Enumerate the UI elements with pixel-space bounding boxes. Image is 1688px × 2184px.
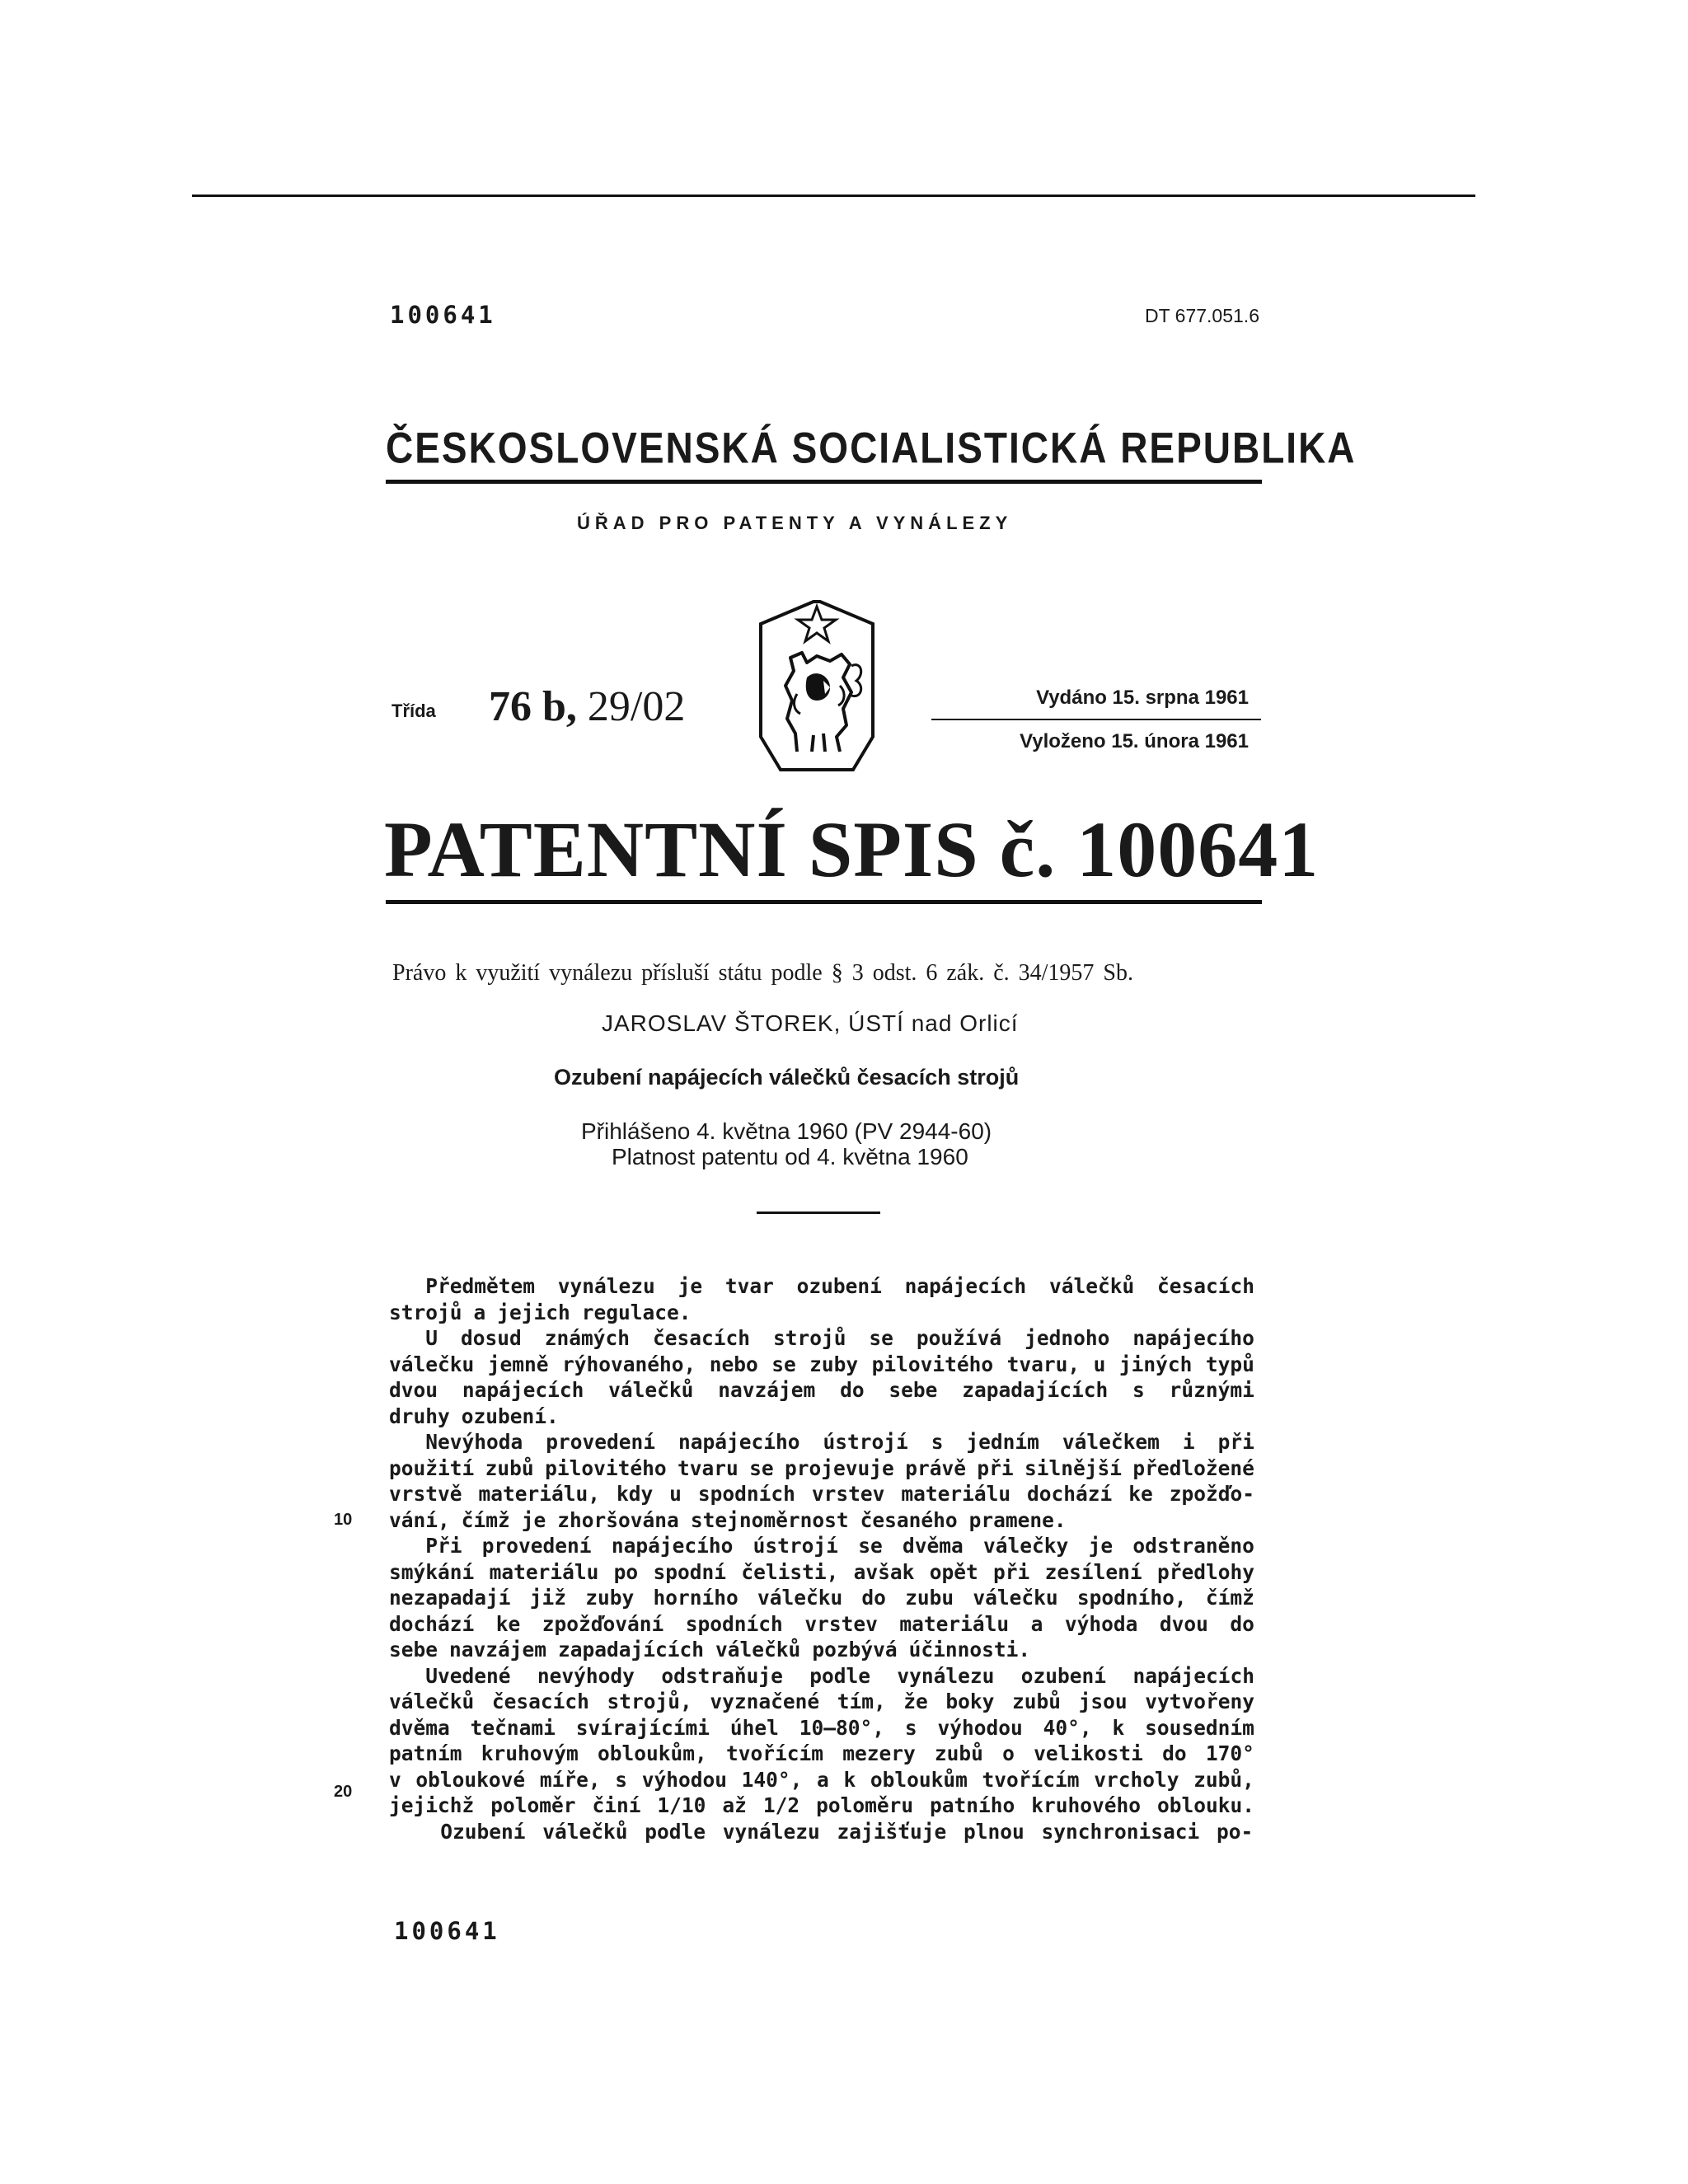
body-word: válečků [608,1378,694,1402]
body-word: o [1002,1741,1015,1765]
body-word: navzájem [449,1638,547,1661]
body-word: česaného [860,1507,958,1532]
body-word: ke [1128,1482,1153,1506]
body-word: patního [930,1793,1015,1817]
body-word: zpožďování [542,1611,664,1636]
body-word: 10—80°, [799,1715,885,1740]
patent-title: PATENTNÍ SPIS č. 100641 [384,805,1320,893]
class-label: Třída [392,701,436,721]
body-word: dochází [1027,1482,1113,1506]
body-line [389,1559,1254,1586]
body-word: zuby [809,1352,859,1376]
body-word: válečků [1048,1274,1135,1298]
invention-title: Ozubení napájecích válečků česacích strojů [554,1065,1020,1090]
body-word: činí [592,1793,641,1817]
body-word: tvořícím [982,1767,1080,1792]
body-line [389,1455,1254,1482]
body-word: patním [389,1741,462,1765]
body-word: obloukové [415,1767,526,1792]
body-word: do [1162,1741,1187,1765]
body-word: ozubení. [461,1404,559,1428]
body-word: vytvořeny [1145,1690,1254,1713]
title-rule [386,900,1262,904]
body-word: typů [1205,1352,1254,1376]
body-word: vyznačené [710,1690,820,1713]
body-word: válečku [973,1586,1058,1610]
body-word: účinnosti. [908,1638,1031,1661]
body-word: strojů [772,1326,846,1350]
body-word: kruhovým [481,1741,579,1765]
body-word: pilovitého [545,1455,667,1480]
body-word: výhodou [641,1767,727,1792]
body-word: nevýhody [537,1663,635,1688]
body-line [389,1715,1254,1741]
body-word: jsou [1078,1690,1128,1713]
body-line [389,1793,1254,1819]
body-word: válečku [389,1352,475,1376]
body-word: materiálu [901,1482,1011,1506]
body-word: válečků [715,1638,801,1661]
doc-number-footer: 100641 [394,1917,500,1945]
body-word: podle [809,1663,870,1688]
body-word: je [1088,1534,1114,1558]
body-word: zesílení [1044,1559,1142,1584]
body-word: 1/10 [657,1793,706,1817]
body-word: s [615,1767,628,1792]
body-word: zapadajících [962,1378,1109,1402]
body-word: česacích [491,1690,589,1713]
body-line [389,1273,1254,1300]
body-word: strojů, [607,1690,692,1713]
body-word: tím, [837,1690,886,1713]
body-word: velikosti [1034,1741,1143,1765]
body-word: Předmětem [389,1274,536,1298]
body-word: právě [905,1455,966,1480]
body-word: sousedním [1145,1715,1254,1740]
body-word: pilovitého [871,1352,994,1376]
body-word: vrstvě [389,1482,462,1506]
body-word: tvaru, [1006,1352,1081,1376]
body-word: výhodou [937,1715,1023,1740]
body-word: tvaru [677,1455,738,1480]
body-word: vynálezu [897,1663,995,1688]
body-word: jejichž [389,1793,475,1817]
doc-number-top: 100641 [390,301,496,329]
body-word: obloukům [870,1767,968,1792]
body-word: jemně [487,1352,549,1376]
body-word: válečku [757,1586,843,1610]
body-word: i [1182,1430,1195,1454]
body-word: po [613,1559,639,1584]
body-line [389,1767,1254,1793]
issue-date: Vydáno 15. srpna 1961 [1036,687,1249,709]
body-word: čímž [461,1507,510,1532]
body-word: smýkání [389,1559,475,1584]
body-line [389,1611,1254,1638]
body-word: při [1217,1430,1254,1454]
body-word: spodních [685,1611,783,1636]
body-word: provedení [481,1534,592,1558]
body-word: s [931,1430,944,1454]
body-word: pramene. [968,1507,1067,1532]
body-word: s [1132,1378,1145,1402]
body-word: vynálezu [557,1274,655,1298]
dates-divider [931,719,1261,720]
body-word: 140°, [741,1767,803,1792]
inventor: JAROSLAV ŠTOREK, ÚSTÍ nad Orlicí [602,1010,1019,1036]
body-word: 40°, [1043,1715,1092,1740]
body-word: poloměr [490,1793,576,1817]
rights-statement: Právo k využití vynálezu přísluší státu podle § 3 odst. 6 zák. č. 34/1957 Sb. [392,960,1134,986]
body-word: spodního, [1076,1586,1187,1610]
body-word: ústrojí [753,1534,838,1558]
body-word: rýhovaného, [561,1352,696,1376]
body-line [389,1637,1254,1663]
body-word: zpožďo- [1169,1482,1254,1506]
body-word: jejich [497,1300,570,1324]
body-word: a [1030,1611,1043,1636]
body-word: válečky [983,1534,1069,1558]
line-number-marker: 20 [334,1783,353,1801]
body-word: zubů [1012,1690,1062,1713]
office-heading: ÚŘAD PRO PATENTY A VYNÁLEZY [577,513,1013,533]
body-word: stejnoměrnost [690,1507,849,1532]
body-word: až [722,1793,747,1817]
body-word: U [389,1326,438,1350]
body-word: spodní [653,1559,726,1584]
body-word: boky [945,1690,995,1713]
body-word: použití [389,1455,475,1480]
body-word: mezery [842,1741,916,1765]
body-line [389,1533,1254,1559]
body-word: provedení [546,1430,655,1454]
body-word: válečků [389,1690,475,1713]
body-word: napájecího [678,1430,800,1454]
body-line [389,1741,1254,1767]
body-word: míře, [539,1767,601,1792]
body-word: jiných [1118,1352,1193,1376]
body-word: Uvedené [389,1663,511,1688]
body-word: česacích [1156,1274,1254,1298]
body-line [389,1377,1254,1404]
body-word: čelisti, [741,1559,839,1584]
body-word: zuby [585,1586,635,1610]
body-word: zapadajících [558,1638,705,1661]
body-word: materiálu [899,1611,1010,1636]
body-word: již [529,1586,566,1610]
body-line [389,1404,1254,1430]
body-word: v [389,1767,401,1792]
body-word: zubů, [1193,1767,1254,1792]
body-word: sebe [889,1378,938,1402]
body-word: napájecích [462,1378,584,1402]
body-word: válečkem [1062,1430,1160,1454]
body-word: dvěma [389,1715,450,1740]
body-word: různými [1169,1378,1254,1402]
state-emblem-icon [754,595,879,776]
body-word: vrstev [811,1482,885,1506]
body-word: nebo [709,1352,758,1376]
body-word: navzájem [718,1378,816,1402]
line-number-marker: 10 [334,1511,353,1529]
body-word: vrstev [804,1611,878,1636]
body-word: čímž [1205,1586,1254,1610]
body-word: úhel [729,1715,779,1740]
body-word: zhoršována [557,1507,679,1532]
body-line [389,1507,1254,1534]
body-word: svírajícími [575,1715,710,1740]
body-word: avšak [853,1559,915,1584]
body-word: se [749,1455,774,1480]
section-separator [757,1212,880,1214]
body-word: Nevýhoda [389,1430,523,1454]
body-word: materiálu [489,1559,599,1584]
body-word: jednoho [1025,1326,1110,1350]
body-word: ke [495,1611,521,1636]
body-word: nezapadají [389,1586,511,1610]
body-line [389,1325,1254,1352]
class-value-sub: 29/02 [576,683,686,730]
laid-open-date: Vyloženo 15. února 1961 [1020,730,1249,752]
body-word: při [977,1455,1014,1480]
body-word: dvou [1159,1611,1208,1636]
body-word: do [840,1378,865,1402]
body-word: napájecích [1132,1663,1254,1688]
patent-body-text [389,1273,1254,1844]
body-word: ústrojí [823,1430,908,1454]
body-word: při [993,1559,1030,1584]
top-rule [192,194,1475,197]
body-word: dvěma [902,1534,964,1558]
body-word: napájecích [904,1274,1027,1298]
body-word: se [771,1352,796,1376]
body-word: Při [389,1534,462,1558]
body-word: odstraňuje [661,1663,783,1688]
body-word: poloměru [816,1793,914,1817]
republic-rule [386,480,1262,484]
body-word: k [1112,1715,1125,1740]
body-line [389,1585,1254,1611]
body-line [389,1481,1254,1507]
body-line [389,1429,1254,1455]
body-word: k [843,1767,856,1792]
body-word: spodních [697,1482,795,1506]
body-line [389,1352,1254,1378]
body-word: a [473,1300,486,1324]
body-word: se [858,1534,883,1558]
body-word: česacích [652,1326,750,1350]
body-word: tečnami [470,1715,556,1740]
body-word: odstraněno [1132,1534,1254,1558]
body-word: a [817,1767,829,1792]
body-word: strojů [389,1300,462,1324]
body-word: s [904,1715,917,1740]
body-word: předlohy [1156,1559,1254,1584]
body-word: materiálu, [478,1482,600,1506]
filing-info: Přihlášeno 4. května 1960 (PV 2944-60) [581,1118,992,1144]
body-word: do [861,1586,886,1610]
body-word: zubu [905,1586,954,1610]
body-word: horního [653,1586,738,1610]
body-word: pozbývá [812,1638,898,1661]
body-word: dosud [460,1326,522,1350]
body-word: se [869,1326,893,1350]
body-word: ozubení [1020,1663,1107,1688]
body-word: druhy [389,1404,450,1428]
body-word: oblouku. [1156,1793,1254,1817]
body-line [389,1300,1254,1326]
body-word: obloukům, [597,1741,707,1765]
class-value [489,682,685,731]
body-word: kdy [616,1482,654,1506]
body-word: opět [929,1559,978,1584]
body-word: dvou [389,1378,438,1402]
body-word: zubů [485,1455,534,1480]
body-word: dochází [389,1611,475,1636]
body-word: předložené [1132,1455,1254,1480]
body-line [389,1663,1254,1690]
body-word: kruhového [1031,1793,1142,1817]
body-word: vrcholy [1094,1767,1179,1792]
body-word: projevuje [785,1455,894,1480]
body-word: do [1230,1611,1254,1636]
body-word: napájecího [1132,1326,1254,1350]
body-line [389,1689,1254,1715]
body-word: že [903,1690,928,1713]
body-word: napájecího [611,1534,734,1558]
body-word: jedním [966,1430,1039,1454]
body-line: Ozubení válečků podle vynálezu zajišťuje plnou synchronisaci po- [389,1819,1254,1844]
class-value-main: 76 b, [489,683,577,730]
dt-classification-code: DT 677.051.6 [1145,305,1259,326]
body-word: u [669,1482,682,1506]
republic-heading: ČESKOSLOVENSKÁ SOCIALISTICKÁ REPUBLIKA [386,423,1357,472]
body-word: sebe [389,1638,438,1661]
body-word: silnější [1025,1455,1123,1480]
body-word: tvořícím [725,1741,823,1765]
body-word: výhoda [1064,1611,1138,1636]
body-word: používá [916,1326,1002,1350]
body-word: ozubení [796,1274,882,1298]
body-word: vání, [389,1507,450,1532]
body-word: zubů [934,1741,983,1765]
body-word: je [678,1274,703,1298]
body-word: známých [544,1326,630,1350]
body-word: 1/2 [762,1793,800,1817]
body-word: regulace. [581,1300,692,1324]
patent-validity: Platnost patentu od 4. května 1960 [612,1144,968,1169]
body-word: 170° [1205,1741,1254,1765]
body-word: u [1093,1352,1106,1376]
body-word: tvar [724,1274,774,1298]
body-word: je [521,1507,546,1532]
